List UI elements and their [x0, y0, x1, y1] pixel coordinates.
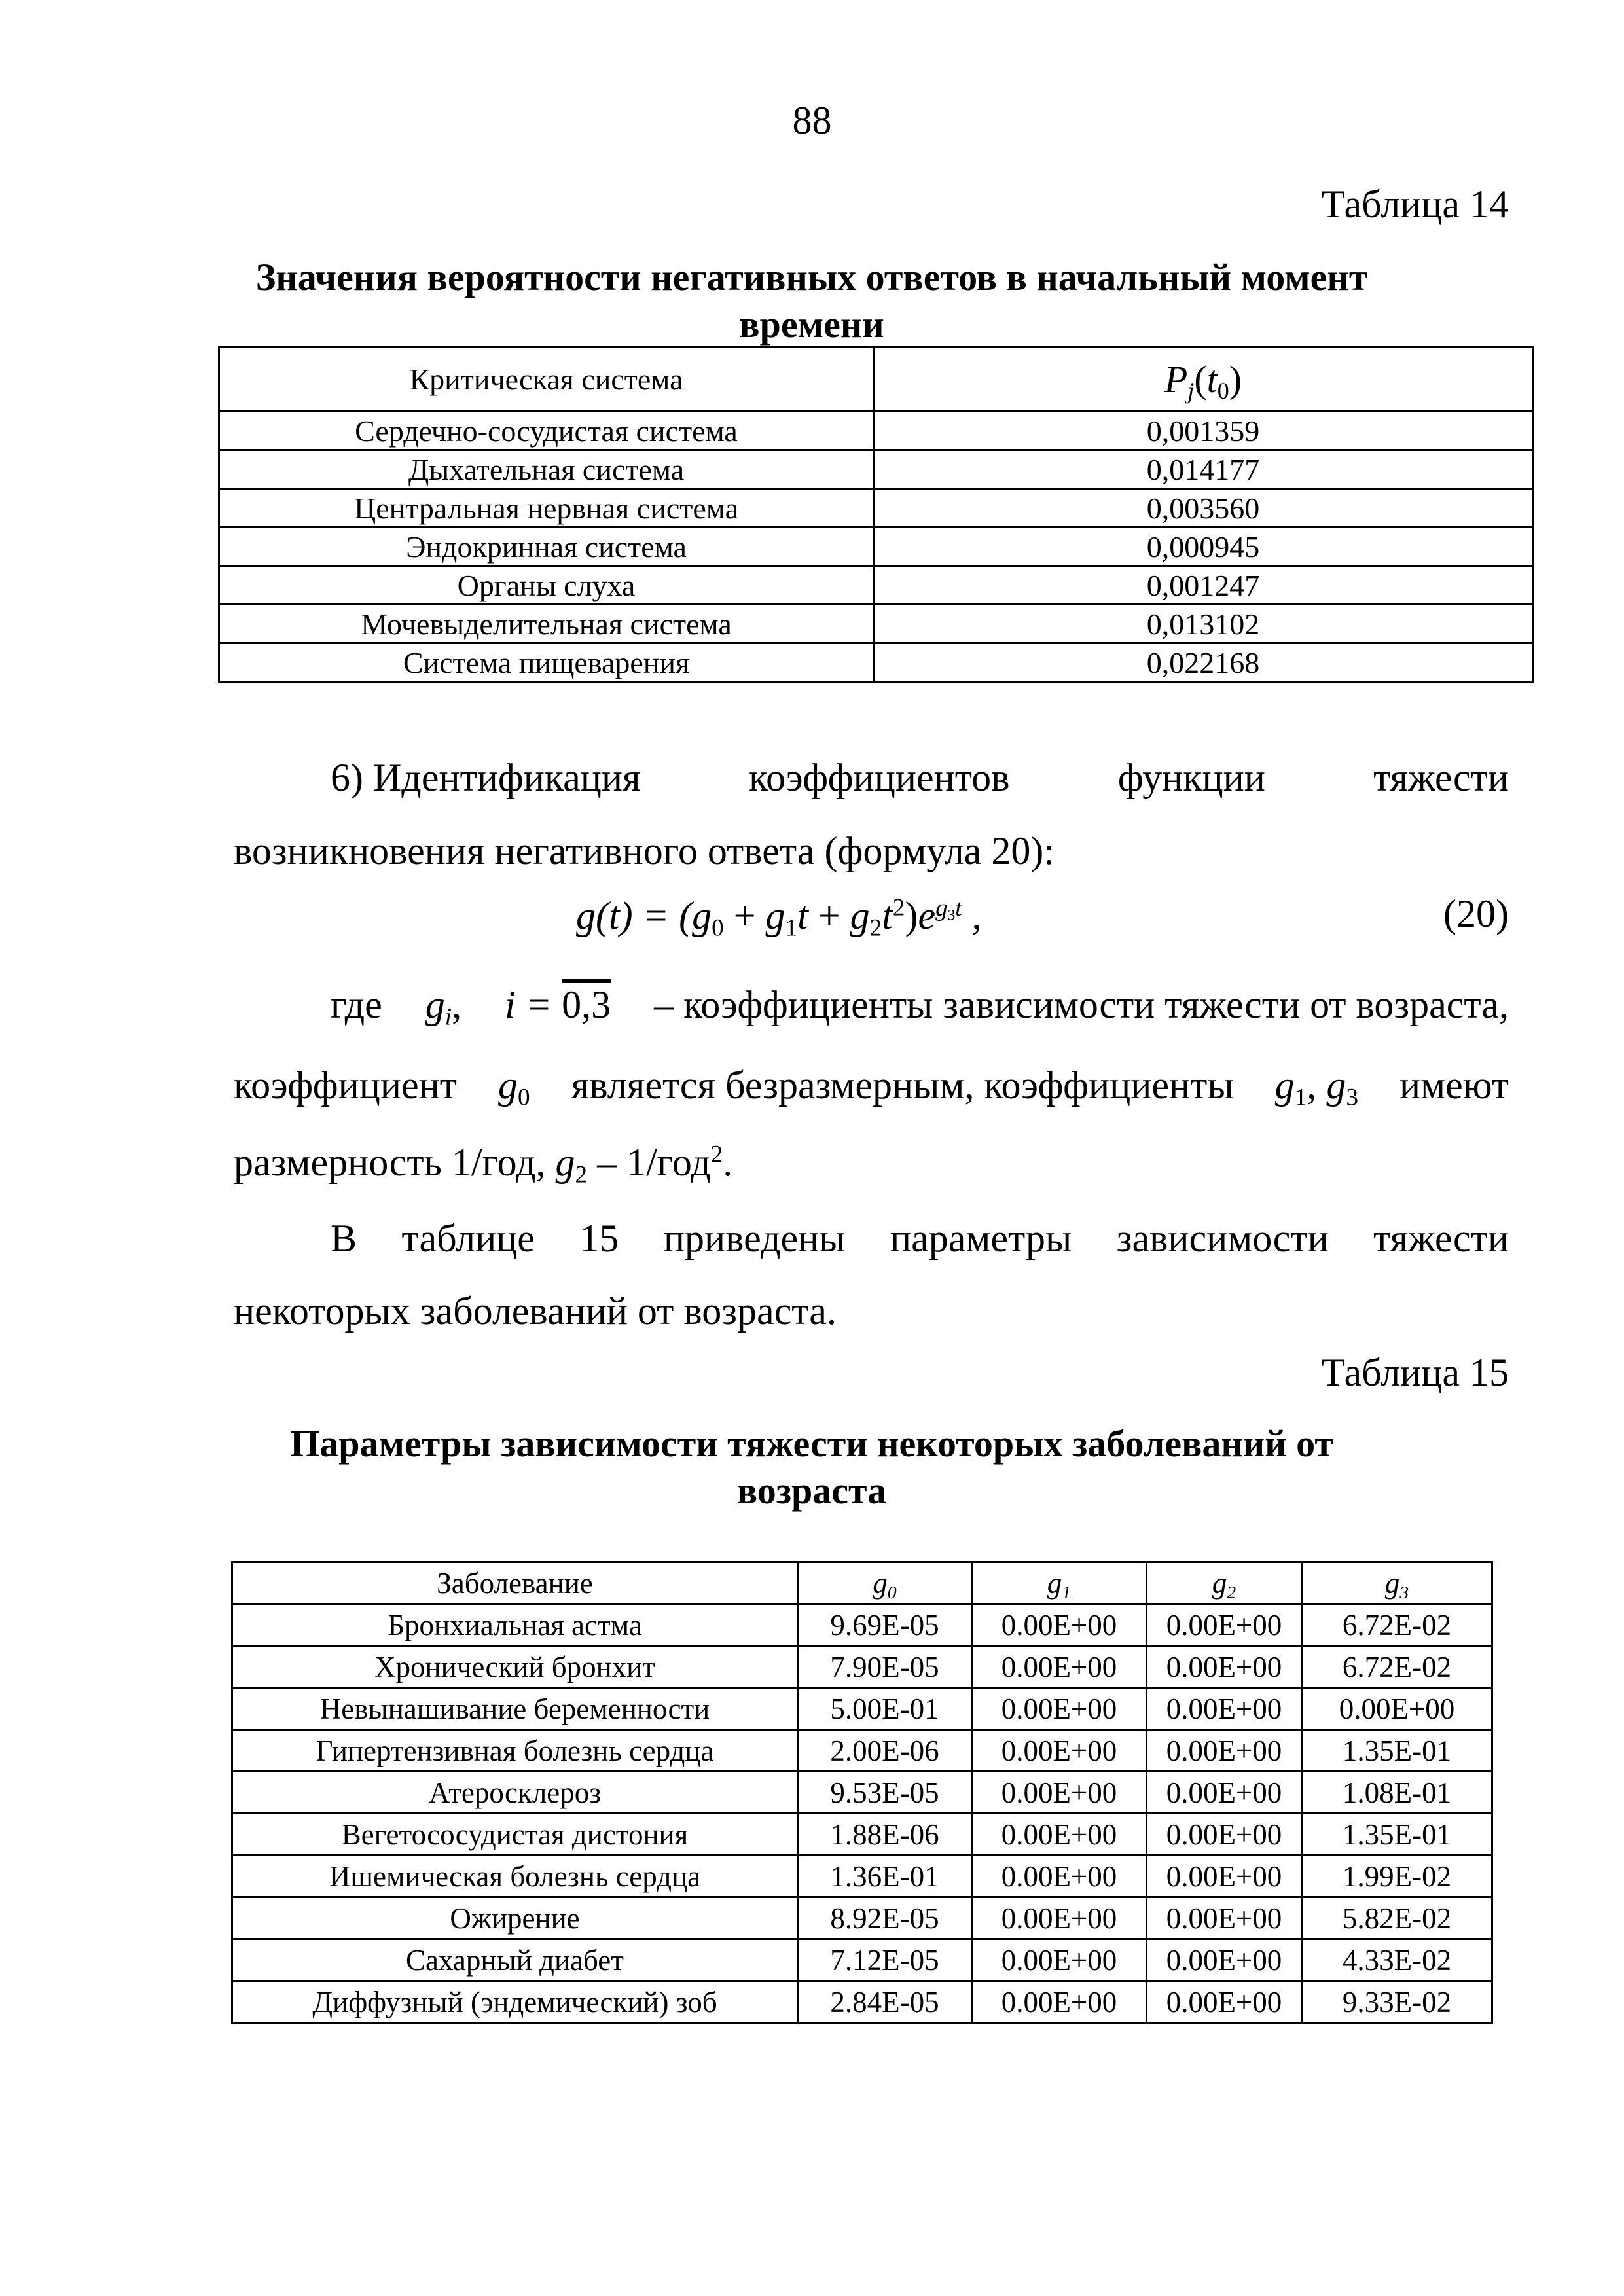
table15-cell-disease: Ишемическая болезнь сердца — [232, 1856, 798, 1897]
formula-sub0: 0 — [712, 914, 724, 942]
para-where — [331, 959, 1509, 1050]
para-dim-text3: . — [723, 1141, 733, 1184]
section6-word: функции — [1117, 756, 1265, 799]
g3-sub: 3 — [1346, 1084, 1358, 1111]
table14-row — [219, 450, 1533, 489]
table15-cell-g0: 7.90E-05 — [798, 1646, 972, 1688]
table15-header-g1 — [972, 1562, 1147, 1604]
table15-cell-disease: Бронхиальная астма — [232, 1604, 798, 1646]
table15-cell-g1: 0.00E+00 — [972, 1856, 1147, 1897]
table15-cell-g2: 0.00E+00 — [1147, 1897, 1302, 1939]
p-symbol: P — [1164, 357, 1188, 401]
table14-cell-system: Эндокринная система — [219, 528, 874, 566]
table15-caption: Таблица 15 — [1321, 1351, 1509, 1394]
section6-line2: возникновения негативного ответа (формула 20): — [234, 829, 1055, 872]
table15-cell-g2: 0.00E+00 — [1147, 1981, 1302, 2023]
formula-close: ) — [905, 894, 918, 937]
table15-row — [232, 1981, 1492, 2023]
table15-cell-g2: 0.00E+00 — [1147, 1772, 1302, 1814]
para-word: В — [331, 1217, 357, 1260]
table15-cell-g3: 5.82E-02 — [1302, 1897, 1492, 1939]
table15-row — [232, 1604, 1492, 1646]
table15-cell-g1: 0.00E+00 — [972, 1814, 1147, 1856]
para-word: приведены — [663, 1217, 846, 1260]
table15-row — [232, 1772, 1492, 1814]
para-coef-text3: имеют — [1399, 1064, 1509, 1107]
para-coef-g1g3 — [1275, 1039, 1358, 1131]
table15-cell-g2: 0.00E+00 — [1147, 1646, 1302, 1688]
table14-cell-value: 0,013102 — [874, 605, 1533, 643]
table15-cell-g2: 0.00E+00 — [1147, 1688, 1302, 1730]
g3-g: g — [1326, 1064, 1346, 1107]
table14-row — [219, 643, 1533, 682]
g1-g: g — [1274, 1064, 1295, 1107]
formula-number: (20) — [1443, 892, 1509, 935]
table15-cell-g3: 4.33E-02 — [1302, 1939, 1492, 1981]
table15-cell-g0: 1.88E-06 — [798, 1814, 972, 1856]
table14-cell-value: 0,022168 — [874, 643, 1533, 682]
range-value: 0,3 — [562, 983, 611, 1026]
para-coef-text1: коэффициент — [234, 1064, 457, 1107]
table15-cell-g0: 5.00E-01 — [798, 1688, 972, 1730]
table15-cell-g3: 1.08E-01 — [1302, 1772, 1492, 1814]
table15-cell-g3: 1.35E-01 — [1302, 1814, 1492, 1856]
formula-t2: t — [882, 894, 893, 937]
formula-exponent — [935, 895, 962, 922]
range-ieq: i = — [505, 983, 562, 1026]
formula-lhs: g(t) = ( — [576, 894, 693, 937]
formula-20 — [576, 893, 982, 942]
section6-word: коэффициентов — [748, 756, 1010, 799]
para-where-rest: – коэффициенты зависимости тяжести от возраста, — [654, 983, 1509, 1026]
table15-cell-g0: 2.00E-06 — [798, 1730, 972, 1772]
g2-g: g — [555, 1141, 575, 1184]
table14-row — [219, 412, 1533, 450]
formula-plus1: + — [723, 894, 766, 937]
table15-cell-g0: 9.69E-05 — [798, 1604, 972, 1646]
p-arg-t: t — [1206, 357, 1218, 401]
table14-row — [219, 605, 1533, 643]
para-where-gi — [425, 959, 461, 1050]
table15-cell-g1: 0.00E+00 — [972, 1939, 1147, 1981]
g1-sub: 1 — [1294, 1084, 1307, 1111]
table15-cell-g0: 8.92E-05 — [798, 1897, 972, 1939]
p-arg-close: ) — [1229, 357, 1242, 401]
p-arg-subscript: 0 — [1217, 377, 1229, 404]
table15-body — [232, 1604, 1492, 2023]
table15-header-g2 — [1147, 1562, 1302, 1604]
hdr-sub: 2 — [1227, 1582, 1236, 1603]
para-where-range — [505, 959, 611, 1050]
table15-cell-g1: 0.00E+00 — [972, 1730, 1147, 1772]
formula-g0: g — [692, 894, 712, 937]
table15-title-line1: Параметры зависимости тяжести некоторых заболеваний от — [290, 1422, 1333, 1465]
formula-comma: , — [962, 894, 982, 937]
gi-sep: , — [452, 983, 462, 1026]
table15-cell-g2: 0.00E+00 — [1147, 1730, 1302, 1772]
table15-cell-g1: 0.00E+00 — [972, 1981, 1147, 2023]
table15-row — [232, 1646, 1492, 1688]
para-coef-text2: является безразмерным, коэффициенты — [571, 1064, 1234, 1107]
table15-cell-disease: Гипертензивная болезнь сердца — [232, 1730, 798, 1772]
table14-cell-system: Система пищеварения — [219, 643, 874, 682]
table14-row — [219, 566, 1533, 605]
table15-header-row — [232, 1562, 1492, 1604]
table15-row — [232, 1688, 1492, 1730]
table15-cell-g3: 9.33E-02 — [1302, 1981, 1492, 2023]
table15-header-disease: Заболевание — [232, 1562, 798, 1604]
table14-title-line1: Значения вероятности негативных ответов в начальный момент — [255, 256, 1368, 298]
table15-cell-g3: 6.72E-02 — [1302, 1646, 1492, 1688]
formula-g1: g — [765, 894, 785, 937]
table15-cell-disease: Вегетососудистая дистония — [232, 1814, 798, 1856]
table15-cell-g1: 0.00E+00 — [972, 1604, 1147, 1646]
table15-cell-g3: 1.35E-01 — [1302, 1730, 1492, 1772]
table14 — [218, 346, 1534, 683]
table14-cell-value: 0,003560 — [874, 489, 1533, 528]
p-arg-open: ( — [1194, 357, 1207, 401]
table15-cell-g1: 0.00E+00 — [972, 1772, 1147, 1814]
g0-sub: 0 — [518, 1084, 530, 1111]
para-word: 15 — [579, 1217, 619, 1260]
table14-row — [219, 528, 1533, 566]
table14-cell-system: Органы слуха — [219, 566, 874, 605]
table14-cell-system: Дыхательная система — [219, 450, 874, 489]
para-word: таблице — [401, 1217, 535, 1260]
formula-sub1: 1 — [785, 914, 798, 942]
table15-cell-g2: 0.00E+00 — [1147, 1814, 1302, 1856]
formula-exp-sub3: 3 — [947, 906, 956, 923]
table15-header-g0 — [798, 1562, 972, 1604]
table14-header-probability — [874, 347, 1533, 412]
table14-cell-system: Мочевыделительная система — [219, 605, 874, 643]
table14-cell-value: 0,001359 — [874, 412, 1533, 450]
table15-title-line2: возраста — [736, 1469, 887, 1512]
table15-cell-disease: Хронический бронхит — [232, 1646, 798, 1688]
hdr-sub: 3 — [1399, 1582, 1409, 1603]
g2-sub: 2 — [575, 1161, 588, 1189]
hdr-g: g — [873, 1566, 888, 1600]
section6-word: 6) Идентификация — [331, 756, 641, 799]
table14-header-row — [219, 347, 1533, 412]
table14-body — [219, 412, 1533, 682]
table15-cell-g3: 0.00E+00 — [1302, 1688, 1492, 1730]
table14-title — [131, 254, 1492, 348]
table15-cell-g0: 9.53E-05 — [798, 1772, 972, 1814]
table15 — [231, 1561, 1493, 2024]
table15-header-g3 — [1302, 1562, 1492, 1604]
table14-title-line2: времени — [739, 303, 884, 346]
table15-cell-g3: 1.99E-02 — [1302, 1856, 1492, 1897]
table15-cell-g0: 7.12E-05 — [798, 1939, 972, 1981]
hdr-g: g — [1047, 1566, 1062, 1600]
table15-cell-g1: 0.00E+00 — [972, 1646, 1147, 1688]
table15-cell-g0: 2.84E-05 — [798, 1981, 972, 2023]
table15-cell-disease: Диффузный (эндемический) зоб — [232, 1981, 798, 2023]
hdr-sub: 1 — [1062, 1582, 1072, 1603]
table15-cell-g2: 0.00E+00 — [1147, 1856, 1302, 1897]
table15-cell-disease: Атеросклероз — [232, 1772, 798, 1814]
section6-word: тяжести — [1373, 756, 1509, 799]
formula-exp-t: t — [955, 894, 962, 922]
g0-g: g — [498, 1064, 518, 1107]
table14-cell-system: Центральная нервная система — [219, 489, 874, 528]
table15-cell-g2: 0.00E+00 — [1147, 1604, 1302, 1646]
table15-row — [232, 1856, 1492, 1897]
table15-cell-g0: 1.36E-01 — [798, 1856, 972, 1897]
table14-cell-value: 0,014177 — [874, 450, 1533, 489]
table14-cell-value: 0,001247 — [874, 566, 1533, 605]
table14-caption: Таблица 14 — [1321, 183, 1509, 226]
hdr-sub: 0 — [887, 1582, 897, 1603]
table15-row — [232, 1939, 1492, 1981]
formula-g2: g — [850, 894, 870, 937]
para-dim-exp: 2 — [710, 1141, 723, 1168]
hdr-g: g — [1212, 1566, 1227, 1600]
para-word: параметры — [890, 1217, 1072, 1260]
table15-cell-g1: 0.00E+00 — [972, 1688, 1147, 1730]
table15-cell-disease: Ожирение — [232, 1897, 798, 1939]
table15-row — [232, 1814, 1492, 1856]
formula-e: e — [918, 894, 936, 937]
table15-row — [232, 1730, 1492, 1772]
table15-cell-disease: Невынашивание беременности — [232, 1688, 798, 1730]
page-number: 88 — [792, 99, 832, 142]
para-word: тяжести — [1373, 1217, 1509, 1260]
para-dim-text2: – 1/год — [587, 1141, 711, 1184]
p-subscript-j: j — [1187, 377, 1195, 404]
g-sep: , — [1307, 1064, 1317, 1107]
table15-title — [131, 1420, 1492, 1515]
formula-exp2: 2 — [892, 894, 905, 922]
table15-cell-disease: Сахарный диабет — [232, 1939, 798, 1981]
gi-g: g — [425, 983, 445, 1026]
formula-sub2: 2 — [869, 914, 882, 942]
hdr-g: g — [1384, 1566, 1400, 1600]
formula-t1: t — [797, 894, 808, 937]
para-dim-text1: размерность 1/год, — [234, 1141, 546, 1184]
table15-cell-g2: 0.00E+00 — [1147, 1939, 1302, 1981]
table15-cell-g1: 0.00E+00 — [972, 1897, 1147, 1939]
table14-cell-value: 0,000945 — [874, 528, 1533, 566]
table14-row — [219, 489, 1533, 528]
formula-plus2: + — [808, 894, 850, 937]
para-table15-line2: некоторых заболеваний от возраста. — [234, 1289, 837, 1333]
table15-cell-g3: 6.72E-02 — [1302, 1604, 1492, 1646]
formula-exp-g: g — [935, 894, 948, 922]
para-word: зависимости — [1116, 1217, 1329, 1260]
table15-row — [232, 1897, 1492, 1939]
para-where-word: где — [331, 983, 382, 1026]
gi-sub: i — [444, 1003, 452, 1031]
table14-cell-system: Сердечно-сосудистая система — [219, 412, 874, 450]
table14-header-system: Критическая система — [219, 347, 874, 412]
